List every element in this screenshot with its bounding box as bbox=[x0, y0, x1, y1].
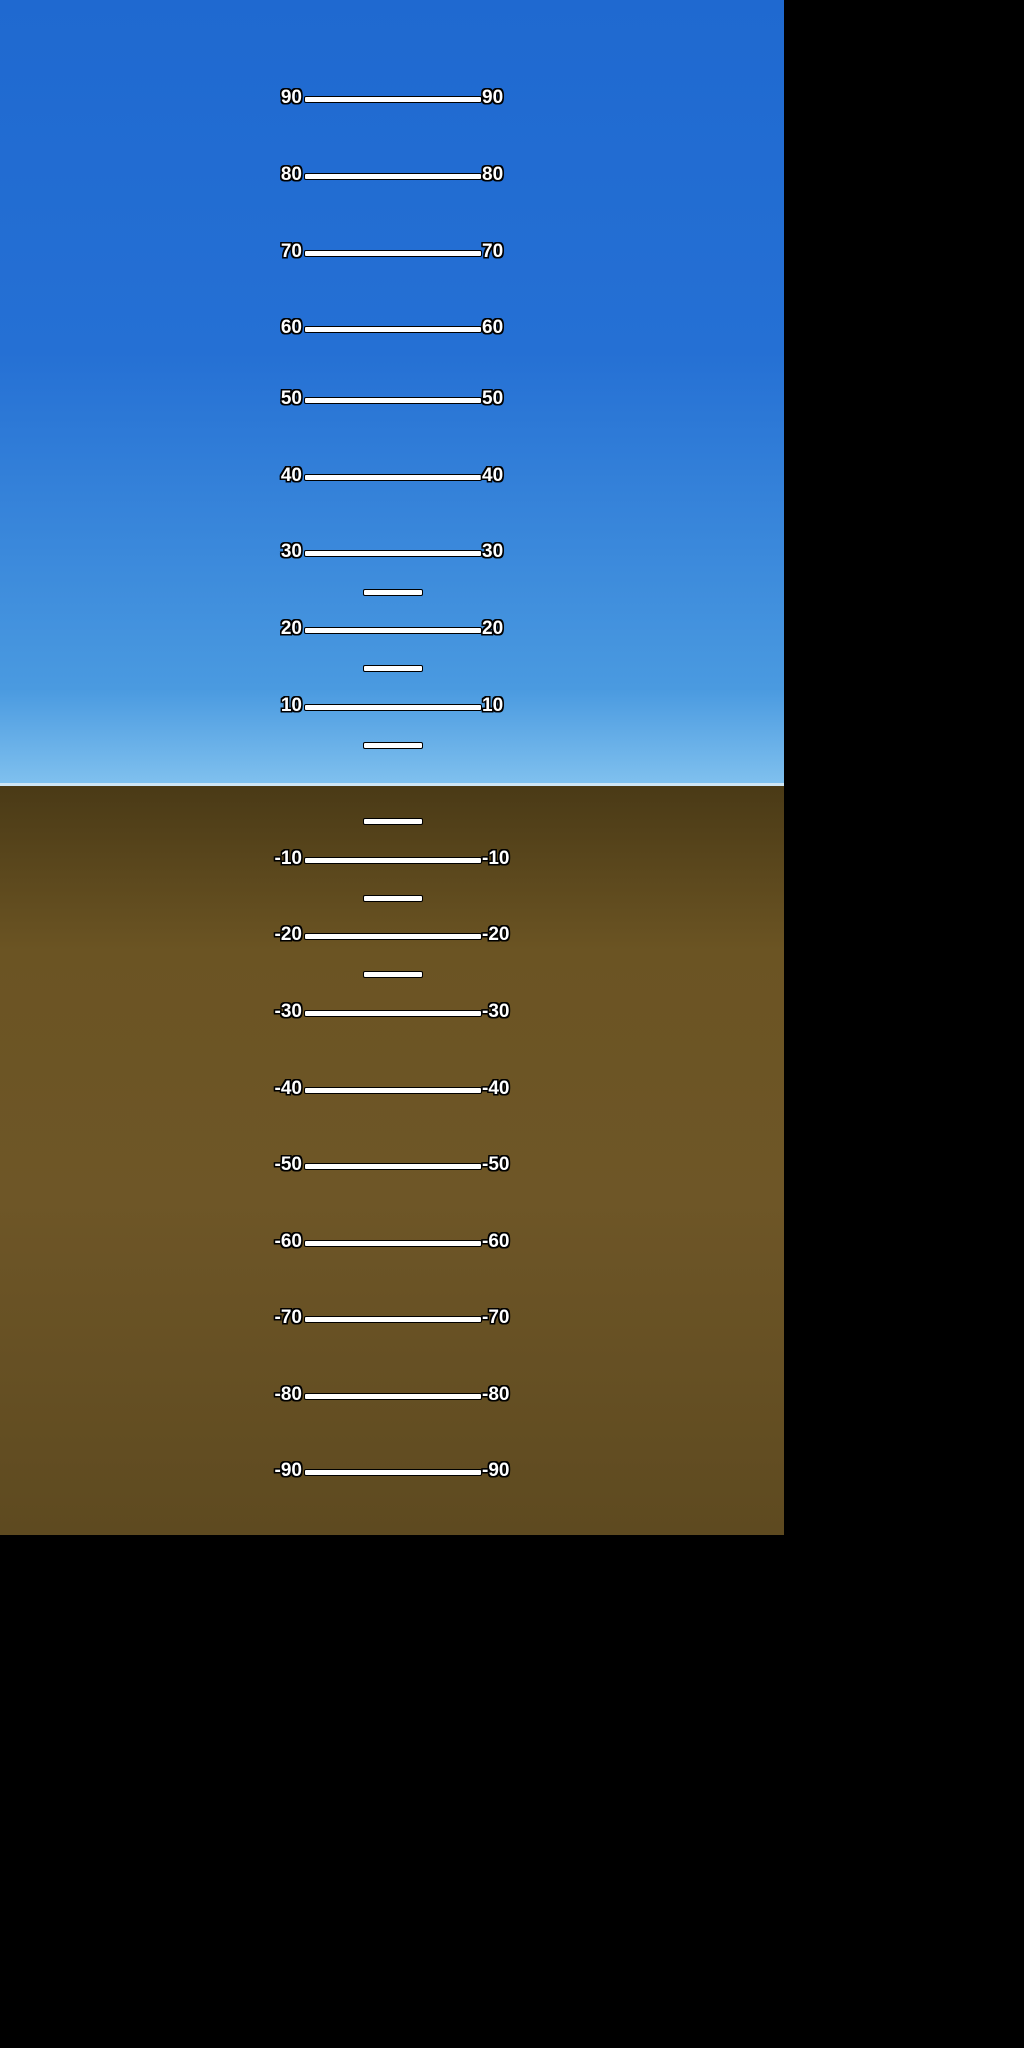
pitch-label-left: 10 bbox=[280, 695, 302, 716]
pitch-label-left: -20 bbox=[274, 924, 302, 945]
pitch-label-right: -10 bbox=[482, 848, 510, 869]
pitch-label-left: -90 bbox=[274, 1460, 302, 1481]
pitch-rung-bar-major bbox=[304, 250, 482, 257]
pitch-rung-bar-minor bbox=[363, 971, 423, 978]
pitch-label-right: -20 bbox=[482, 924, 510, 945]
pitch-rung-bar-major bbox=[304, 96, 482, 103]
pitch-label-right: 60 bbox=[482, 317, 504, 338]
pitch-rung-bar-major bbox=[304, 1393, 482, 1400]
pitch-rung-bar-major bbox=[304, 474, 482, 481]
pitch-label-right: 30 bbox=[482, 541, 504, 562]
pitch-label-right: -60 bbox=[482, 1231, 510, 1252]
bottom-padding bbox=[0, 1535, 1024, 2048]
pitch-label-right: -90 bbox=[482, 1460, 510, 1481]
pitch-rung-bar-minor bbox=[363, 742, 423, 749]
pitch-label-left: 50 bbox=[280, 388, 302, 409]
pitch-label-right: 70 bbox=[482, 241, 504, 262]
pitch-label-left: -80 bbox=[274, 1384, 302, 1405]
pitch-rung-bar-major bbox=[304, 397, 482, 404]
pitch-label-right: -30 bbox=[482, 1001, 510, 1022]
pitch-label-left: -30 bbox=[274, 1001, 302, 1022]
pitch-label-left: 20 bbox=[280, 618, 302, 639]
pitch-rung-bar-major bbox=[304, 1010, 482, 1017]
pitch-rung-bar-major bbox=[304, 1163, 482, 1170]
pitch-label-right: -70 bbox=[482, 1307, 510, 1328]
pitch-rung-bar-major bbox=[304, 1087, 482, 1094]
pitch-label-left: -60 bbox=[274, 1231, 302, 1252]
pitch-rung-bar-major bbox=[304, 1469, 482, 1476]
pitch-label-right: 80 bbox=[482, 164, 504, 185]
pitch-label-left: -50 bbox=[274, 1154, 302, 1175]
pitch-label-left: -40 bbox=[274, 1078, 302, 1099]
pitch-label-left: -10 bbox=[274, 848, 302, 869]
pitch-rung-bar-major bbox=[304, 704, 482, 711]
pitch-label-left: 30 bbox=[280, 541, 302, 562]
pitch-rung-bar-major bbox=[304, 550, 482, 557]
pitch-label-left: 40 bbox=[280, 465, 302, 486]
pitch-label-right: 90 bbox=[482, 87, 504, 108]
pitch-label-left: 80 bbox=[280, 164, 302, 185]
pitch-rung-bar-major bbox=[304, 1316, 482, 1323]
pitch-rung-bar-major bbox=[304, 326, 482, 333]
pitch-label-right: -50 bbox=[482, 1154, 510, 1175]
pitch-rung-bar-minor bbox=[363, 665, 423, 672]
pitch-label-right: -40 bbox=[482, 1078, 510, 1099]
pitch-rung-bar-major bbox=[304, 173, 482, 180]
pitch-rung-bar-major bbox=[304, 627, 482, 634]
pitch-rung-bar-minor bbox=[363, 818, 423, 825]
right-padding bbox=[784, 0, 1024, 1535]
pitch-label-left: 60 bbox=[280, 317, 302, 338]
pitch-label-right: 40 bbox=[482, 465, 504, 486]
pitch-label-right: -80 bbox=[482, 1384, 510, 1405]
pitch-label-left: 70 bbox=[280, 241, 302, 262]
pitch-label-right: 50 bbox=[482, 388, 504, 409]
pitch-rung-bar-major bbox=[304, 933, 482, 940]
pitch-rung-bar-minor bbox=[363, 589, 423, 596]
pitch-rung-bar-major bbox=[304, 1240, 482, 1247]
pitch-rung-bar-minor bbox=[363, 895, 423, 902]
pitch-rung-bar-major bbox=[304, 857, 482, 864]
pitch-label-right: 10 bbox=[482, 695, 504, 716]
pitch-label-left: 90 bbox=[280, 87, 302, 108]
pitch-label-right: 20 bbox=[482, 618, 504, 639]
pitch-label-left: -70 bbox=[274, 1307, 302, 1328]
